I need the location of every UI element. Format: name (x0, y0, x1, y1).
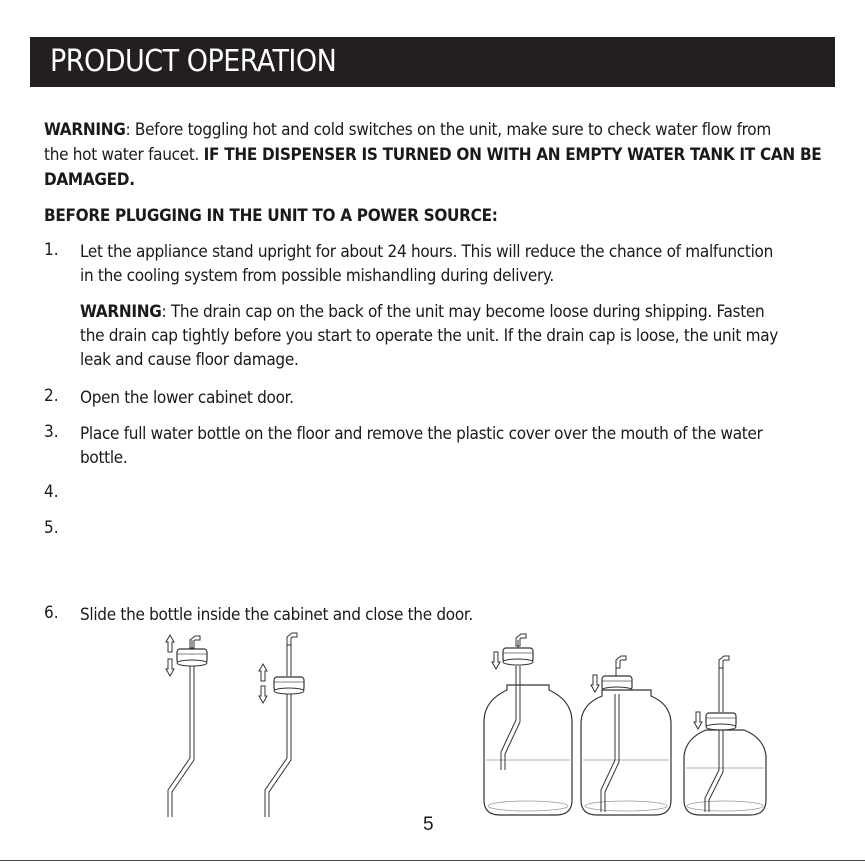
warning-label: WARNING (44, 120, 126, 140)
drain-warning-line-3: leak and cause floor damage. (80, 350, 299, 370)
step-number: 5. (44, 518, 59, 538)
step-text: bottle. (80, 448, 128, 468)
down-arrow-icon (694, 712, 702, 729)
up-arrow-icon (166, 635, 174, 652)
step-text: Slide the bottle inside the cabinet and close the door. (80, 605, 473, 625)
page-title: PRODUCT OPERATION (50, 44, 337, 79)
up-arrow-icon (259, 664, 267, 681)
step-number: 4. (44, 482, 59, 502)
warning-text: the hot water faucet. (44, 145, 204, 165)
down-arrow-icon (166, 659, 174, 676)
warning-text: : Before toggling hot and cold switches on the unit, make sure to check water flow from (125, 120, 771, 140)
step-text: in the cooling system from possible mishandling during delivery. (80, 266, 554, 286)
step-number: 6. (44, 603, 59, 623)
step-number: 2. (44, 386, 59, 406)
page-number: 5 (423, 814, 434, 835)
warning-emphasis: IF THE DISPENSER IS TURNED ON WITH AN EMPTY WATER TANK IT CAN BE (203, 145, 822, 165)
step-text: Place full water bottle on the floor and remove the plastic cover over the mouth of the water (80, 424, 763, 444)
bottom-rule (0, 860, 865, 861)
down-arrow-icon (492, 652, 500, 669)
down-arrow-icon (591, 675, 599, 692)
probe-cap-raised-figure (166, 635, 207, 817)
step-number: 3. (44, 422, 59, 442)
warning-label: WARNING (80, 302, 162, 322)
drain-warning-line-2: the drain cap tightly before you start to operate the unit. If the drain cap is loose, the unit may (80, 326, 779, 346)
step-text: Let the appliance stand upright for about 24 hours. This will reduce the chance of malfunction (80, 242, 773, 262)
warning-line-3: DAMAGED. (44, 170, 135, 190)
bottle-probe-seated-figure (684, 656, 766, 815)
warning-text: : The drain cap on the back of the unit may become loose during shipping. Fasten (161, 302, 765, 322)
down-arrow-icon (259, 686, 267, 703)
bottle-probe-half-figure (581, 656, 671, 815)
section-heading: BEFORE PLUGGING IN THE UNIT TO A POWER SOURCE: (44, 206, 498, 226)
step-text: Open the lower cabinet door. (80, 388, 294, 408)
probe-cap-lowered-figure (259, 633, 304, 817)
step-number: 1. (44, 240, 59, 260)
bottle-probe-inserting-figure (484, 634, 572, 815)
